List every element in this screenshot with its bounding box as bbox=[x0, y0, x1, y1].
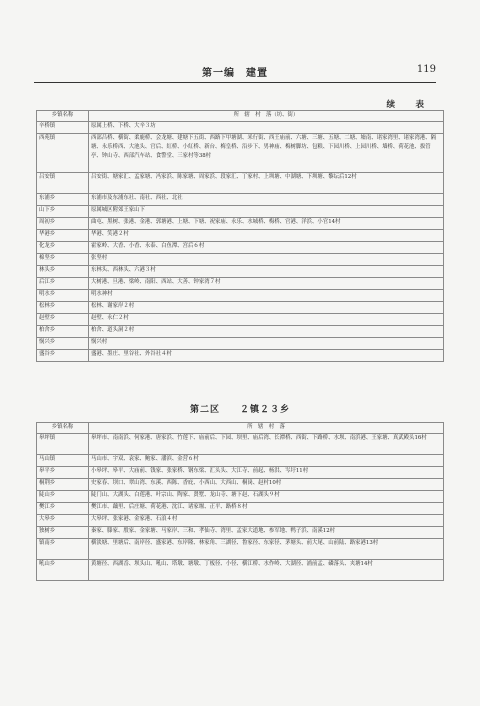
village-list: 大皋坪、张家港、金家港、石浪４村 bbox=[89, 515, 444, 527]
township-name: 皋坪镇 bbox=[37, 434, 89, 455]
table-row bbox=[37, 455, 444, 467]
township-name: 西苑镇 bbox=[37, 134, 89, 173]
village-list: 皋坪市、南南浜、何家港、唐家浜、竹莲下、庙前后、下园、坝里、庙后湾、长潭桥、西街、下路桥、水坝、南浜港、王家塘、真武殿头16村 bbox=[89, 434, 444, 455]
col-header-township: 乡镇名称 bbox=[37, 111, 89, 122]
village-list: 横淡塘、里塘后、南岸径、盛家港、东岸隆、林家角、三湖径、鲁家径、东家径、茅塘头、前大尾、山前陆、路家港13村 bbox=[89, 539, 444, 560]
township-name: 樊江乡 bbox=[37, 503, 89, 515]
township-name: 大皋乡 bbox=[37, 515, 89, 527]
township-name: 华港乡 bbox=[37, 230, 89, 242]
village-list: 史家春、坝口、翠山湾、东溪、西陈、香庇、小西山、大西山、桐岗、赵村10村 bbox=[89, 479, 444, 491]
township-name: 后江乡 bbox=[37, 278, 89, 290]
township-name: 桐荆乡 bbox=[37, 479, 89, 491]
villages-table-2 bbox=[36, 422, 444, 581]
col-header-township: 乡镇名称 bbox=[37, 423, 89, 434]
table-row bbox=[37, 290, 444, 302]
table-row bbox=[37, 218, 444, 230]
village-list: 华港、笑港２村 bbox=[89, 230, 444, 242]
table-row bbox=[37, 278, 444, 290]
village-list: 东林头、西林头、六港３村 bbox=[89, 266, 444, 278]
page-number: 119 bbox=[416, 64, 436, 75]
village-list: 吕安街、塘家汇、孟家塘、冯家浜、陈家塘、周家浜、段家汇、丁家村、上圳塘、中湖塘、下圳塘、黎坛后12村 bbox=[89, 173, 444, 194]
township-name: 吼山乡 bbox=[37, 560, 89, 581]
table-row bbox=[37, 467, 444, 479]
col-header-villages: 所 辖 村 落 bbox=[89, 423, 444, 434]
table-row bbox=[37, 134, 444, 173]
township-name: 赵壁乡 bbox=[37, 314, 89, 326]
township-name: 林头乡 bbox=[37, 266, 89, 278]
village-list: 原属上桥、下桥、大辛３坊 bbox=[89, 122, 444, 134]
township-name: 马山镇 bbox=[37, 455, 89, 467]
table-row bbox=[37, 539, 444, 560]
township-name: 周初乡 bbox=[37, 218, 89, 230]
table-row bbox=[37, 122, 444, 134]
table-row bbox=[37, 527, 444, 539]
table-row bbox=[37, 515, 444, 527]
township-name: 棉坚乡 bbox=[37, 254, 89, 266]
col-header-villages: 所 辖 村 落（坊、街） bbox=[89, 111, 444, 122]
village-list: 霍家岭、大香、小香、永泰、白鱼潭、宫后６村 bbox=[89, 242, 444, 254]
village-list: 松林、谢家岸２村 bbox=[89, 302, 444, 314]
table-row bbox=[37, 560, 444, 581]
chapter-title: 第一编 建置 bbox=[202, 68, 268, 79]
township-name: 辛桥镇 bbox=[37, 122, 89, 134]
table-row bbox=[37, 266, 444, 278]
village-list: 柏舍、道头洞２村 bbox=[89, 326, 444, 338]
village-list: 樊江市、藕里、后庄塘、荷花港、沈江、诸家堰、正平、路桥８村 bbox=[89, 503, 444, 515]
township-name: 吕安镇 bbox=[37, 173, 89, 194]
township-name: 盛谷乡 bbox=[37, 350, 89, 362]
table-row bbox=[37, 230, 444, 242]
table-row bbox=[37, 173, 444, 194]
township-name: 陡山乡 bbox=[37, 491, 89, 503]
township-name: 东浦乡 bbox=[37, 194, 89, 206]
village-list: 陡门山、大湖头、白莲港、叶宗山、陶家、贤墅、龙山寺、塘下赵、石湖头９村 bbox=[89, 491, 444, 503]
village-list: 东浦市及东浦东社、南社、西社、北社 bbox=[89, 194, 444, 206]
village-list: 赵壁、永仁２村 bbox=[89, 314, 444, 326]
township-name: 悯兴乡 bbox=[37, 338, 89, 350]
table-row bbox=[37, 350, 444, 362]
village-list: 盛港、墨庄、里谷社、外谷社４村 bbox=[89, 350, 444, 362]
table-row bbox=[37, 254, 444, 266]
table-row bbox=[37, 326, 444, 338]
village-list: 张坚村 bbox=[89, 254, 444, 266]
village-list: 小皋坪、皋平、大庙前、钱家、张家桥、钢东梁、汇头头、大江寺、前起、杨洪、岑圩11村 bbox=[89, 467, 444, 479]
village-list: 西部吕桥、横街、柔鹿桥、会龙塘、建塘下五街、西路下甲塘湖、米行街、西王庙前、六塘、三塘、五塘、二塘、墟南、诸家湾里、诸家湾港、隔塘、永乐桥西、大池头、官后、紅桥、小紅桥、新台、梅皇桥、沿步下、男神庙、梅树脚坊、包粮、下园川桥、上园川桥、墙桥、荷花池、拔管亭、钟山寺、西部汽车站、食警堂、三家村等38村 bbox=[89, 134, 444, 173]
table-row bbox=[37, 491, 444, 503]
township-name: 化龙乡 bbox=[37, 242, 89, 254]
village-list: 黄塘径、西湖岙、坝头山、吼山、塔墩、塘墩、丁板径、小径、横江桥、水作岭、大湖径、浦前孟、磷落头、夹塘14村 bbox=[89, 560, 444, 581]
table-row bbox=[37, 242, 444, 254]
village-list: 明水神村 bbox=[89, 290, 444, 302]
section-title: 第二区 ２镇２３乡 bbox=[189, 405, 290, 415]
township-name: 独树乡 bbox=[37, 527, 89, 539]
village-list: 原属城区附郊王家山下 bbox=[89, 206, 444, 218]
villages-table-1 bbox=[36, 110, 444, 362]
header-rule bbox=[34, 82, 436, 83]
village-list: 悯兴村 bbox=[89, 338, 444, 350]
table-row bbox=[37, 206, 444, 218]
village-list: 大树港、旦港、梁岭、南阳、西站、大善、钟家湾７村 bbox=[89, 278, 444, 290]
table-row bbox=[37, 194, 444, 206]
table-row bbox=[37, 434, 444, 455]
township-name: 柏舍乡 bbox=[37, 326, 89, 338]
village-list: 秦家、滕家、殷家、金家塘、马家岸、三和、孝仙寺、湾里、孟家大道地、参军地、鸭子浜、南溪12村 bbox=[89, 527, 444, 539]
township-name: 皋平乡 bbox=[37, 467, 89, 479]
township-name: 松林乡 bbox=[37, 302, 89, 314]
continued-label: 续 表 bbox=[386, 100, 430, 110]
table-row bbox=[37, 503, 444, 515]
township-name: 镇南乡 bbox=[37, 539, 89, 560]
township-name: 明水乡 bbox=[37, 290, 89, 302]
table-row bbox=[37, 479, 444, 491]
village-list: 曲屯、黑树、张港、金港、郭塘港、上塘、下塘、祝家庙、永乐、水城桥、梅桥、官港、洋浜、小官14村 bbox=[89, 218, 444, 230]
table-row bbox=[37, 314, 444, 326]
township-name: 山下乡 bbox=[37, 206, 89, 218]
table-row bbox=[37, 338, 444, 350]
village-list: 马山市、宇双、袁家、鲍家、潘滨、金营６村 bbox=[89, 455, 444, 467]
table-row bbox=[37, 302, 444, 314]
page-header bbox=[34, 64, 436, 80]
